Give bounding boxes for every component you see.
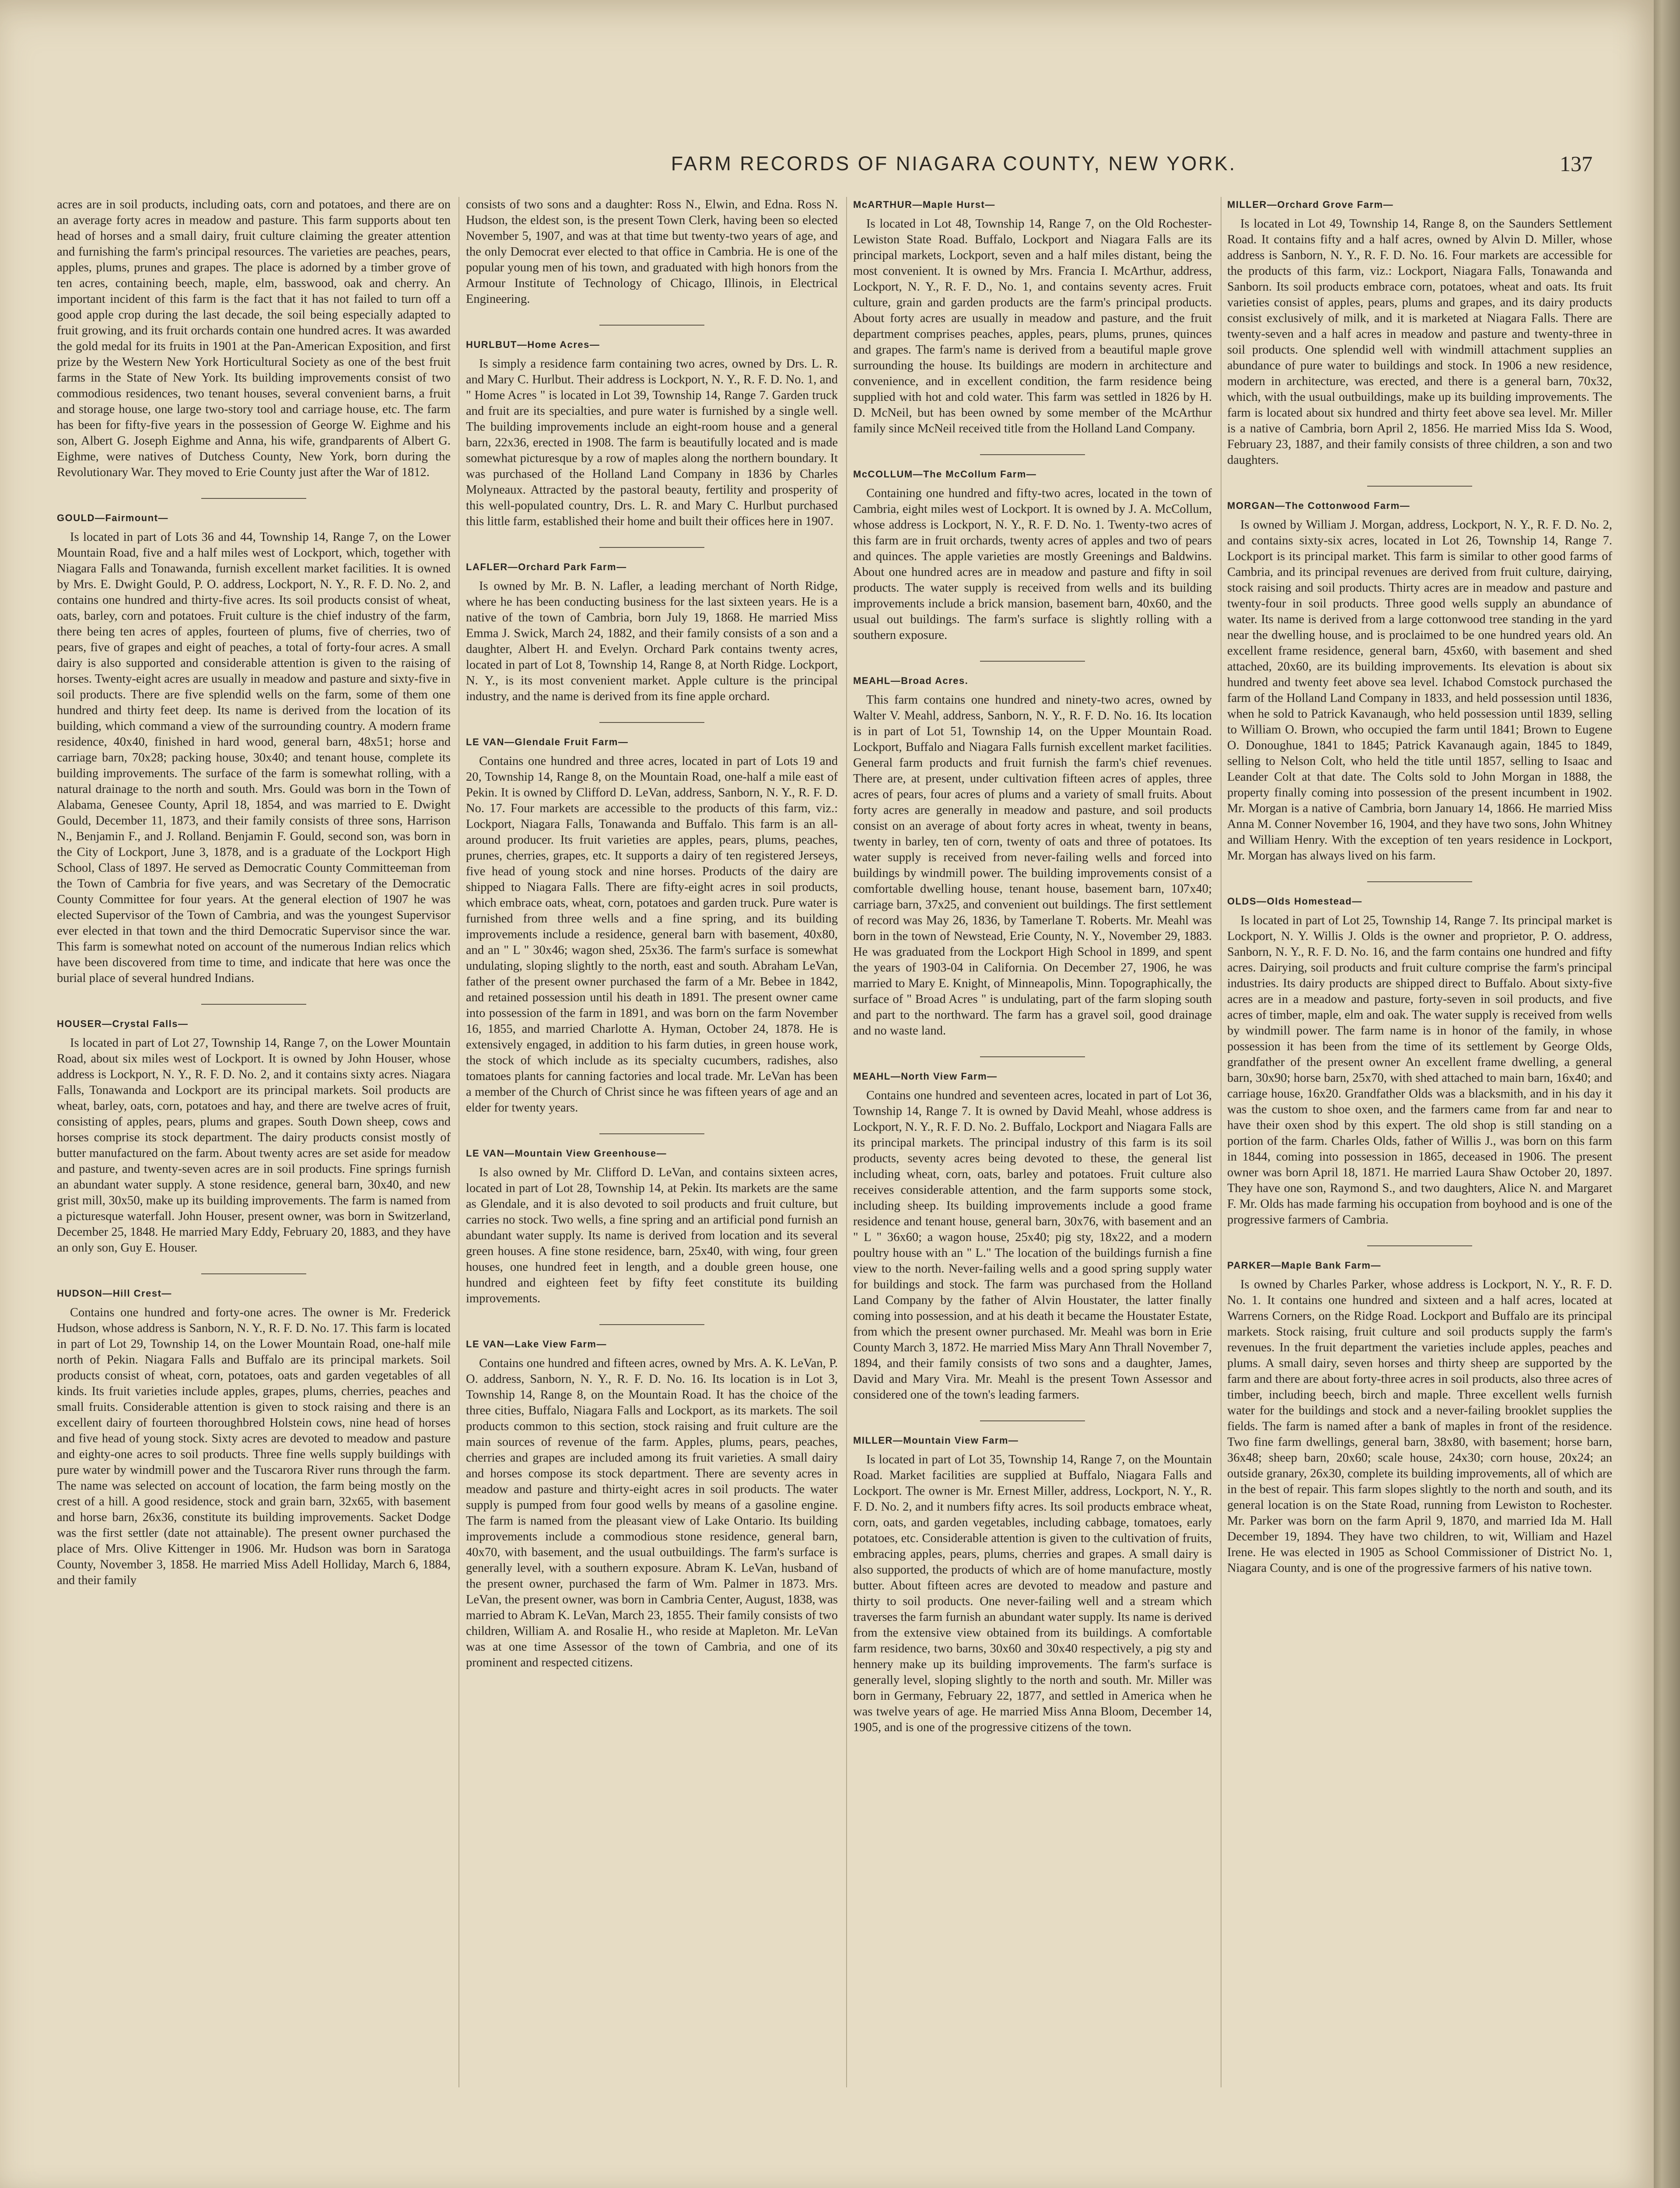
entry <box>57 1004 451 1256</box>
entry <box>466 325 838 529</box>
section-rule <box>599 547 704 548</box>
column-4 <box>1227 197 1612 2166</box>
entry-text: Is located in part of Lot 25, Township 14, Range 7. Its principal market is Lockport, N. Y. Willis J. Olds is the owner and proprietor, P. O. address, Sanborn, N. Y., R. F. D. No. 16, and the farm contains one hundred and fifty acres. Dairying, soil products and fruit culture comprise the farm's principal industries. Its dairy products are shipped direct to Buffalo. About sixty-five acres are in a meadow and pasture, forty-seven in soil products, and five acres of timber, maple, elm and oak. The water supply is received from wells by windmill power. The farm name is in honor of the family, in whose possession it has been from the time of its settlement by George Olds, grandfather of the present owner An excellent frame dwelling, a general barn, 30x90; horse barn, 25x70, with shed attached to main barn, 16x40; and carriage house, 16x20. Grandfather Olds was a blacksmith, and in his day it was the custom to shoe oxen, and the farmers came from far and near to have their oxen shod by this expert. The old shop is still standing on a portion of the farm. Charles Olds, father of Willis J., was born on this farm in 1844, coming into possession in 1865, deceased in 1906. The present owner was born April 18, 1871. He married Laura Shaw October 20, 1897. They have one son, Raymond S., and two daughters, Alice N. and Margaret F. Mr. Olds has made farming his occupation from boyhood and is one of the progressive farmers of Cambria. <box>1227 914 1612 1227</box>
entry <box>57 197 451 480</box>
entry <box>853 1056 1212 1403</box>
section-rule <box>1367 486 1472 487</box>
entry-text: Contains one hundred and three acres, located in part of Lots 19 and 20, Township 14, Range 8, on the Mountain Road, one-half a mile east of Pekin. It is owned by Clifford D. LeVan, address, Sanborn, N. Y., R. F. D. No. 17. Four markets are accessible to the products of this farm, viz.: Lockport, Niagara Falls, Tonawanda and Buffalo. This farm is an all-around producer. Its fruit varieties are apples, pears, plums, peaches, prunes, cherries, grapes, etc. It supports a dairy of ten registered Jerseys, five head of young stock and nine horses. Products of the dairy are shipped to Niagara Falls. There are fifty-eight acres in soil products, which embrace oats, wheat, corn, potatoes and garden truck. Pure water is furnished from three wells and a fine spring, and its building improvements include a residence, general barn with basement, 40x80, and an " L " 30x46; wagon shed, 25x36. The farm's surface is somewhat undulating, sloping slightly to the north, east and south. Abraham LeVan, father of the present owner purchased the farm of a Mr. Bebee in 1842, and retained possession until his death in 1891. The present owner came into possession of the farm in 1891, and was born on the farm November 16, 1855, and married Charlotte A. Hyman, October 24, 1878. He is extensively engaged, in addition to his farm duties, in green house work, the stock of which include as its specialty cucumbers, radishes, also tomatoes plants for canning factories and local trade. Mr. LeVan has been a member of the Church of Christ since he was fifteen years of age and an elder for twenty years. <box>466 754 838 1115</box>
entry-heading: LE VAN—Glendale Fruit Farm— <box>466 736 629 747</box>
entry <box>57 498 451 986</box>
column-1 <box>57 197 451 2166</box>
entry-text: Contains one hundred and fifteen acres, owned by Mrs. A. K. LeVan, P. O. address, Sanborn, N. Y., R. F. D. No. 16. Its location is in Lot 3, Township 14, Range 8, on the Mountain Road. It has the choice of the three cities, Buffalo, Niagara Falls and Lockport, as its markets. The soil products common to this section, stock raising and fruit culture are the main sources of revenue of the farm. Apples, plums, pears, peaches, cherries and grapes are included among its fruit varieties. A small dairy and horses compose its stock department. There are seventy acres in meadow and pasture and thirty-eight acres in soil products. The water supply is pumped from four good wells by means of a gasoline engine. The farm is named from the pleasant view of Lake Ontario. Its building improvements include a commodious stone residence, general barn, 40x70, with basement, and the usual outbuildings. The farm's surface is generally level, with a southern exposure. Abram K. LeVan, husband of the present owner, purchased the farm of Wm. Palmer in 1873. Mrs. LeVan, the present owner, was born in Cambria Center, August, 1838, was married to Abram K. LeVan, March 23, 1855. Their family consists of two children, William A. and Rosalie H., who reside at Mapleton. Mr. LeVan was at one time Assessor of the town of Cambria, and one of its prominent and respected citizens. <box>466 1357 838 1669</box>
page-number: 137 <box>1560 151 1592 176</box>
section-rule <box>1367 1245 1472 1246</box>
entry-heading: MILLER—Orchard Grove Farm— <box>1227 199 1394 210</box>
entry <box>1227 1245 1612 1576</box>
entry-heading: HUDSON—Hill Crest— <box>57 1288 172 1299</box>
section-rule <box>1367 881 1472 882</box>
entry <box>1227 486 1612 864</box>
entry-text: Is owned by William J. Morgan, address, Lockport, N. Y., R. F. D. No. 2, and contains sixty-six acres, located in Lot 26, Township 14, Range 7. Lockport is its principal market. This farm is similar to other good farms of Cambria, and its principal revenues are derived from fruit culture, dairying, stock raising and soil products. Thirty acres are in meadow and pasture and twenty-four in soil products. Three good wells supply an abundance of water. Its name is derived from a large cottonwood tree standing in the yard near the dwelling house, and is proclaimed to be one hundred years old. An excellent frame residence, general barn, 45x60, with basement and shed attached, 20x60, are its building improvements. Its elevation is about six hundred and twenty feet above sea level. Ichabod Comstock purchased the farm of the Holland Land Company in 1833, and held possession until 1836, when he sold to Patrick Kavanaugh, who held possession until 1839, selling to William O. Brown, who occupied the farm until 1841; Brown to Eugene O. Donoughue, 1841 to 1845; Patrick Kavanaugh again, 1845 to 1849, selling to Nelson Colt, who held the title until 1857, selling to Isaac and Leander Colt at that date. The Colts sold to John Morgan in 1888, the property finally coming into possession of the present incumbent in 1902. Mr. Morgan is a native of Cambria, born January 14, 1866. He married Miss Anna M. Conner November 16, 1904, and they have two sons, John Whitney and William Henry. With the exception of ten years residence in Lockport, Mr. Morgan has always lived on his farm. <box>1227 518 1612 863</box>
entry-text: Contains one hundred and seventeen acres, located in part of Lot 36, Township 14, Range 7. It is owned by David Meahl, whose address is Lockport, N. Y., R. F. D. No. 2. Buffalo, Lockport and Niagara Falls are its principal markets. The principal industry of this farm is its soil products, seventy acres being devoted to these, the general list including wheat, corn, oats, barley and potatoes. Fruit culture also receives considerable attention, and the farm supports some stock, including sheep. Its building improvements include a good frame residence and tenant house, general barn, 30x76, with basement and an " L " 36x60; a wagon house, 25x40; pig sty, 18x22, and a modern poultry house with an " L." The location of the buildings furnish a fine view to the north. Never-failing wells and a good spring supply water for buildings and stock. The farm was purchased from the Holland Land Company by the father of Alvin Houstater, the latter finally coming into possession, and at his death it became the Houstater Estate, from which the present owner purchased. Mr. Meahl was born in Erie County March 3, 1872. He married Miss Mary Ann Thrall November 7, 1894, and their family consists of two sons and a daughter, James, David and Mary Vira. Mr. Meahl is the present Town Assessor and considered one of the town's leading farmers. <box>853 1089 1212 1402</box>
column-2 <box>466 197 838 2166</box>
entry-heading: MILLER—Mountain View Farm— <box>853 1435 1019 1446</box>
entry <box>466 1324 838 1671</box>
entry-heading: McARTHUR—Maple Hurst— <box>853 199 995 210</box>
section-rule <box>599 1133 704 1134</box>
book-binding-edge <box>1654 0 1680 2188</box>
entry <box>853 197 1212 437</box>
entry <box>1227 197 1612 468</box>
entry-heading: HOUSER—Crystal Falls— <box>57 1018 189 1029</box>
section-rule <box>599 1324 704 1325</box>
entry-heading: HURLBUT—Home Acres— <box>466 339 600 350</box>
entry-heading: McCOLLUM—The McCollum Farm— <box>853 469 1037 480</box>
entry <box>466 197 838 307</box>
entry <box>1227 881 1612 1228</box>
entry <box>466 722 838 1116</box>
entry-text: Containing one hundred and fifty-two acres, located in the town of Cambria, eight miles west of Lockport. It is owned by J. A. McCollum, whose address is Lockport, N. Y., R. F. D. No. 1. Twenty-two acres of this farm are in fruit orchards, twenty acres of apples and two of pears and quinces. The apple varieties are mostly Greenings and Baldwins. About one hundred acres are in meadow and pasture and fifty in soil products. The water supply is received from wells and its building improvements include a brick mansion, basement barn, 40x60, and the usual out buildings. The farm's surface is slightly rolling with a southern exposure. <box>853 487 1212 642</box>
column-divider <box>458 197 459 2087</box>
entry-heading: LE VAN—Lake View Farm— <box>466 1339 607 1350</box>
section-rule <box>599 722 704 723</box>
entry-text: Is owned by Charles Parker, whose address is Lockport, N. Y., R. F. D. No. 1. It contains one hundred and sixteen and a half acres, located at Warrens Corners, on the Ridge Road. Lockport and Buffalo are its principal markets. Stock raising, fruit culture and soil products supply the farm's revenues. In the fruit department the varieties include apples, peaches and plums. A small dairy, seven horses and thirty sheep are supported by the farm and there are about forty-three acres in soil products, also three acres of timber, including beech, birch and maple. Three excellent wells furnish water for the buildings and stock and a never-failing brooklet supplies the fields. The farm is named after a bank of maples in front of the residence. Two fine farm dwellings, general barn, 38x80, with basement; horse barn, 36x48; sheep barn, 20x60; scale house, 24x30; corn house, 20x24; an outside granary, 26x30, complete its building improvements, all of which are in the best of repair. This farm slopes slightly to the north and south, and its general location is on the State Road, running from Lewiston to Rochester. Mr. Parker was born on the farm April 9, 1870, and married Ida M. Hall December 19, 1894. They have two children, to wit, William and Hazel Irene. He was elected in 1905 as School Commissioner of District No. 1, Niagara County, and is one of the progressive farmers of his native town. <box>1227 1278 1612 1575</box>
entry-text: Is located in part of Lots 36 and 44, Township 14, Range 7, on the Lower Mountain Road, five and a half miles west of Lockport, which, together with Niagara Falls and Tonawanda, furnish excellent market facilities. It is owned by Mrs. E. Dwight Gould, P. O. address, Lockport, N. Y., R. F. D. No. 2, and contains one hundred and thirty-five acres. Its soil products consist of wheat, oats, barley, corn and potatoes. Fruit culture is the chief industry of the farm, there being ten acres of apples, fourteen of plums, five of cherries, two of pears, five of grapes and eight of peaches, a total of forty-four acres. A small dairy is also supported and considerable attention is given to the raising of horses. Twenty-eight acres are usually in meadow and pasture and sixty-five in soil products. There are five splendid wells on the farm, some of them one hundred and thirty feet deep. Its name is derived from the location of its building, which command a view of the surrounding country. A modern frame residence, 40x40, finished in hard wood, general barn, 48x51; horse and carriage barn, 70x28; packing house, 30x40; and tenant house, complete its building improvements. The surface of the farm is somewhat rolling, with a natural drainage to the north and south. Mrs. Gould was born in the Town of Alabama, Genesee County, April 18, 1854, and was married to E. Dwight Gould, December 11, 1873, and their family consists of three sons, Harrison N., Benjamin F., and J. Rolland. Benjamin F. Gould, second son, was born in the City of Lockport, June 3, 1878, and is a graduate of the Lockport High School, Class of 1897. He served as Democratic County Committeeman from the Town of Cambria for five years, and was Secretary of the Democratic County Committee for four years. At the general election of 1907 he was elected Supervisor of the Town of Cambria, and was the youngest Supervisor ever elected in that town and the third Democratic Supervisor since the war. This farm is somewhat noted on account of the numerous Indian relics which have been discovered from time to time, and indicate that here was once the burial place of several hundred Indians. <box>57 530 451 985</box>
section-rule <box>599 325 704 326</box>
section-rule <box>980 1056 1085 1057</box>
entry <box>57 1273 451 1588</box>
entry-text: Is located in Lot 49, Township 14, Range 8, on the Saunders Settlement Road. It contains fifty and a half acres, owned by Alvin D. Miller, whose address is Sanborn, N. Y., R. F. D. No. 16. Four markets are accessible for the products of this farm, viz.: Lockport, Niagara Falls, Tonawanda and Sanborn. Its soil products embrace corn, potatoes, wheat and oats. Its fruit varieties consist of apples, pears, plums and grapes, and its dairy products consist exclusively of milk, and it is marketed at Niagara Falls. There are twenty-seven and a half acres in meadow and pasture and twenty-three in soil products. One splendid well with windmill attachment supplies an abundance of pure water to buildings and stock. In 1906 a new residence, modern in architecture, was erected, and there is a general barn, 70x32, which, with the usual outbuildings, make up its building improvements. The farm is located about six hundred and thirty feet above sea level. Mr. Miller is a native of Cambria, born April 2, 1856. He married Miss Ida S. Wood, February 23, 1887, and their family consists of three children, a son and two daughters. <box>1227 217 1612 467</box>
section-rule <box>980 661 1085 662</box>
entry-heading: GOULD—Fairmount— <box>57 512 168 523</box>
entry-text: consists of two sons and a daughter: Ross N., Elwin, and Edna. Ross N. Hudson, the eldest son, is the present Town Clerk, having been so elected November 5, 1907, and was at that time but twenty-two years of age, and the only Democrat ever elected to that office in Cambria. He is one of the popular young men of his town, and graduated with high honors from the Armour Institute of Technology of Chicago, Illinois, in Electrical Engineering. <box>466 198 838 306</box>
entry-heading: MORGAN—The Cottonwood Farm— <box>1227 500 1410 511</box>
entry-heading: MEAHL—North View Farm— <box>853 1071 998 1082</box>
column-divider <box>1221 197 1222 2087</box>
column-3 <box>853 197 1212 2166</box>
entry-text: Is located in Lot 48, Township 14, Range 7, on the Old Rochester-Lewiston State Road. Buffalo, Lockport and Niagara Falls are its principal markets, Lockport, seven and a half miles distant, being the most convenient. It is owned by Mrs. Francia I. McArthur, address, Lockport, N. Y., R. F. D., No. 1, and contains seventy acres. Fruit culture, grain and garden products are the farm's principal products. About forty acres are usually in meadow and pasture, and the fruit department comprises peaches, apples, pears, plums, prunes, quinces and grapes. The farm's name is derived from a beautiful maple grove surrounding the house. Its buildings are modern in architecture and convenience, and in excellent condition, the farm residence being supplied with hot and cold water. This farm was settled in 1826 by H. D. McNeil, but has been owned by some member of the McArthur family since McNeil received title from the Holland Land Company. <box>853 217 1212 435</box>
entry-text: This farm contains one hundred and ninety-two acres, owned by Walter V. Meahl, address, Sanborn, N. Y., R. F. D. No. 16. Its location is in part of Lot 51, Township 14, on the Upper Mountain Road. Lockport, Buffalo and Niagara Falls furnish excellent market facilities. General farm products and fruit furnish the farm's chief revenues. There are, at present, under cultivation fifteen acres of apples, three acres of pears, four acres of plums and a variety of small fruits. About forty acres are generally in meadow and pasture, and soil products consist on an average of about forty acres in wheat, twenty in beans, twenty in barley, ten of corn, twenty of oats and three of potatoes. Its water supply is received from never-failing wells and forced into buildings by windmill power. The building improvements consist of a comfortable dwelling house, tenant house, basement barn, 107x40; carriage barn, 37x25, and convenient out buildings. The first settlement of record was May 26, 1836, by Tamerlane T. Roberts. Mr. Meahl was born in the town of Newstead, Erie County, N. Y., November 29, 1883. He was graduated from the Lockport High School in 1899, and spent the years of 1903-04 in California. On December 27, 1906, he was married to Mary E. Knight, of Minneapolis, Minn. Topographically, the surface of " Broad Acres " is undulating, part of the farm sloping south and part to the northward. The farm has a gravel soil, good drainage and no waste land. <box>853 693 1212 1038</box>
entry <box>853 454 1212 643</box>
entry-heading: LE VAN—Mountain View Greenhouse— <box>466 1148 667 1159</box>
column-divider <box>846 197 847 2087</box>
entry-text: Contains one hundred and forty-one acres. The owner is Mr. Frederick Hudson, whose address is Sanborn, N. Y., R. F. D. No. 17. This farm is located in part of Lot 29, Township 14, on the Lower Mountain Road, one-half mile north of Pekin. Niagara Falls and Buffalo are its principal markets. Soil products consist of wheat, corn, potatoes, oats and garden vegetables of all kinds. Its fruit varieties include apples, grapes, plums, cherries, peaches and small fruits. Considerable attention is given to stock raising and there is an excellent dairy of fourteen thoroughbred Holstein cows, nine head of horses and five head of young stock. Sixty acres are devoted to meadow and pasture and eighty-one acres to soil products. Three fine wells supply buildings with pure water by windmill power and the Tuscarora River runs through the farm. The name was selected on account of location, the farm being mostly on the crest of a hill. A good residence, stock and grain barn, 32x65, with basement and horse barn, 26x36, constitute its building improvements. Sacket Dodge was the first settler (date not attainable). The present owner purchased the place of Mrs. Olive Kittenger in 1906. Mr. Hudson was born in Saratoga County, November 3, 1858. He married Miss Adell Holliday, March 6, 1884, and their family <box>57 1306 451 1587</box>
section-rule <box>201 1004 306 1005</box>
entry-text: Is located in part of Lot 35, Township 14, Range 7, on the Mountain Road. Market facilities are supplied at Buffalo, Niagara Falls and Lockport. The owner is Mr. Ernest Miller, address, Lockport, N. Y., R. F. D. No. 2, and it numbers fifty acres. Its soil products embrace wheat, corn, oats, and garden vegetables, including cabbage, tomatoes, early potatoes, etc. Considerable attention is given to the cultivation of fruits, embracing apples, pears, plums, cherries and grapes. A small dairy is also supported, the products of which are of home manufacture, mostly butter. About fifteen acres are devoted to meadow and pasture and thirty to soil products. One never-failing well and a stream which traverses the farm furnish an abundant water supply. Its name is derived from the extensive view obtained from its buildings. A comfortable farm residence, two barns, 30x60 and 30x40 respectively, a pig sty and hennery make up its building improvements. The farm's surface is generally level, sloping slightly to the north and south. Mr. Miller was born in Germany, February 22, 1877, and settled in America when he was twelve years of age. He married Miss Anna Bloom, December 14, 1905, and is one of the progressive citizens of the town. <box>853 1453 1212 1734</box>
entry <box>853 1420 1212 1736</box>
entry <box>466 1133 838 1307</box>
section-rule <box>980 454 1085 455</box>
entry-heading: LAFLER—Orchard Park Farm— <box>466 561 627 572</box>
entry-heading: PARKER—Maple Bank Farm— <box>1227 1260 1381 1271</box>
entry <box>853 661 1212 1039</box>
section-rule <box>201 1273 306 1274</box>
running-head: FARM RECORDS OF NIAGARA COUNTY, NEW YORK. <box>671 152 1237 175</box>
entry-text: Is located in part of Lot 27, Township 14, Range 7, on the Lower Mountain Road, about six miles west of Lockport. It is owned by John Houser, whose address is Lockport, N. Y., R. F. D. No. 2, and it contains sixty acres. Niagara Falls, Tonawanda and Lockport are its principal markets. Soil products are wheat, barley, oats, corn, potatoes and hay, and there are twelve acres of fruit, consisting of apples, pears, plums and grapes. South Down sheep, cows and horses comprise its stock department. The dairy products consist mostly of butter manufactured on the farm. About twenty acres are set aside for meadow and pasture, and twenty-seven acres are in soil products. Fine springs furnish an abundant water supply. A stone residence, general barn, 30x40, and new grist mill, 30x50, make up its building improvements. The farm is named from a picturesque waterfall. John Houser, present owner, was born in Switzerland, December 25, 1848. He married Mary Eddy, February 20, 1883, and they have an only son, Guy E. Houser. <box>57 1036 451 1255</box>
entry-heading: OLDS—Olds Homestead— <box>1227 896 1362 907</box>
entry-text: Is owned by Mr. B. N. Lafler, a leading merchant of North Ridge, where he has been conducting business for the last sixteen years. He is a native of the town of Cambria, born July 19, 1868. He married Miss Emma J. Swick, March 24, 1882, and their family consists of a son and a daughter, Albert H. and Evelyn. Orchard Park contains twenty acres, located in part of Lot 8, Township 14, Range 8, at North Ridge. Lockport, N. Y., is its most convenient market. Apple culture is the principal industry, and the name is derived from its fine apple orchard. <box>466 579 838 703</box>
entry-text: Is simply a residence farm containing two acres, owned by Drs. L. R. and Mary C. Hurlbut. Their address is Lockport, N. Y., R. F. D. No. 1, and " Home Acres " is located in Lot 39, Township 14, Range 7. Garden truck and fruit are its specialties, and pure water is furnished by a single well. The building improvements include an eight-room house and a general barn, 22x36, erected in 1908. The farm is beautifully located and is made somewhat picturesque by a row of maples along the northern boundary. It was purchased of the Holland Land Company in 1836 by Charles Molyneaux. Attracted by the pastoral beauty, fertility and prosperity of this well-populated country, Drs. L. R. and Mary C. Hurlbut purchased this little farm, established their home and built their offices here in 1907. <box>466 357 838 528</box>
entry <box>466 547 838 705</box>
section-rule <box>980 1420 1085 1421</box>
entry-text: acres are in soil products, including oats, corn and potatoes, and there are on an average forty acres in meadow and pasture. This farm supports about ten head of horses and a small dairy, fruit culture claiming the greater attention and furnishing the farm's principal resources. The varieties are peaches, pears, apples, plums, prunes and grapes. The place is adorned by a timber grove of ten acres, containing beech, maple, elm, basswood, oak and cherry. An important incident of this farm is the fact that it has not failed to turn off a good apple crop during the last decade, the soil being especially adapted to fruit growing, and its fruit orchards contain one hundred acres. It was awarded the gold medal for its fruits in 1901 at the Pan-American Exposition, and first prize by the Western New York Horticultural Society as one of the best fruit farms in the State of New York. Its building improvements consist of two commodious residences, two tenant houses, several convenient barns, a fruit and storage house, one large two-story tool and carriage house, etc. The farm has been for fifty-five years in the possession of George W. Eighme and his son, Albert G. Joseph Eighme and Anna, his wife, grandparents of Albert G. Eighme, were natives of Dutchess County, New York, born during the Revolutionary War. They moved to Erie County just after the War of 1812. <box>57 198 451 479</box>
entry-heading: MEAHL—Broad Acres. <box>853 675 969 686</box>
section-rule <box>201 498 306 499</box>
entry-text: Is also owned by Mr. Clifford D. LeVan, and contains sixteen acres, located in part of Lot 28, Township 14, at Pekin. Its markets are the same as Glendale, and it is also devoted to soil products and fruit culture, but carries no stock. Two wells, a fine spring and an artificial pond furnish an abundant water supply. Its name is derived from location and its several green houses. A fine stone residence, barn, 25x40, with wing, four green houses, one hundred feet in length, and a double green house, one hundred and eighteen feet by fifty feet constitute its building improvements. <box>466 1166 838 1305</box>
